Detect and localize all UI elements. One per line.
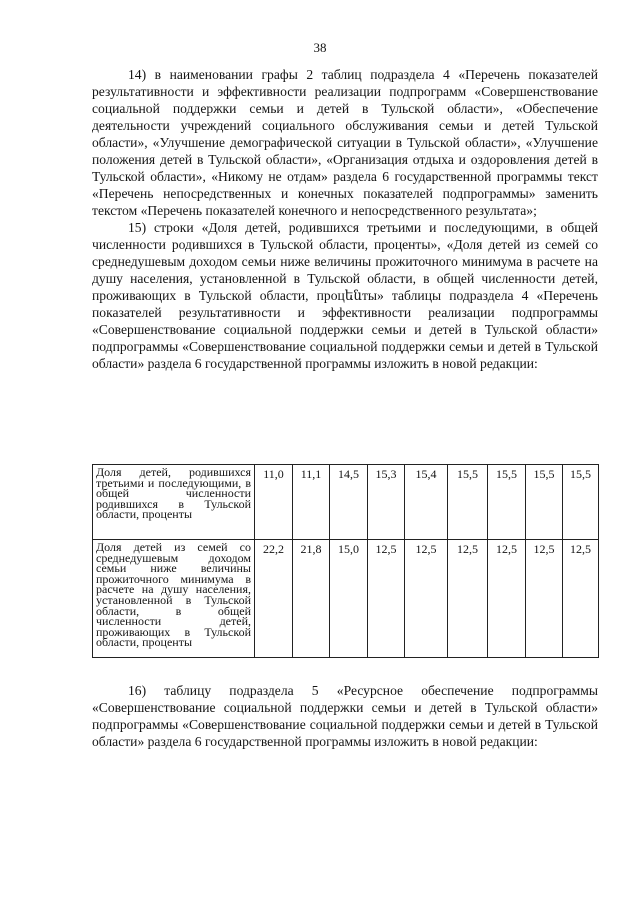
table-cell: 12,5 <box>563 540 599 658</box>
table-cell: 12,5 <box>368 540 405 658</box>
row-label: Доля детей, родившихся третьими и последующими, в общей численности родившихся в Тульской области, проценты <box>93 465 255 540</box>
table-cell: 22,2 <box>255 540 293 658</box>
body-text-after-table <box>92 682 598 750</box>
indicators-table <box>92 464 599 658</box>
table-cell: 15,5 <box>488 465 526 540</box>
table-cell: 12,5 <box>526 540 563 658</box>
table-row <box>93 540 599 658</box>
table-cell: 12,5 <box>448 540 488 658</box>
row-label: Доля детей из семей со среднедушевым доходом семьи ниже величины прожиточного минимума в расчете на душу населения, установленной в Тульской области, в общей численности детей, проживающих в Тульской области, проценты <box>93 540 255 658</box>
paragraph-16: 16) таблицу подраздела 5 «Ресурсное обеспечение подпрограммы «Совершенствование социальной поддержки семьи и детей в Тульской области» подпрограммы «Совершенствование социальной поддержки семьи и детей в Тульской области» раздела 6 государственной программы изложить в новой редакции: <box>92 683 598 749</box>
paragraph-15: 15) строки «Доля детей, родившихся третьими и последующими, в общей численности родившихся в Тульской области, проценты», «Доля детей из семей со среднедушевым доходом семьи ниже величины прожиточного минимума в расчете на душу населения, установленной в Тульской области, в общей численности детей, проживающих в Тульской области, процենты» таблицы подраздела 4 «Перечень показателей результативности и эффективности реализации подпрограммы «Совершенствование социальной поддержки семьи и детей в Тульской области» подпрограммы «Совершенствование социальной поддержки семьи и детей в Тульской области» раздела 6 государственной программы изложить в новой редакции: <box>92 220 598 371</box>
table-cell: 15,5 <box>448 465 488 540</box>
body-text <box>92 66 598 372</box>
table-cell: 11,1 <box>293 465 330 540</box>
table-cell: 11,0 <box>255 465 293 540</box>
table-cell: 15,5 <box>563 465 599 540</box>
table-cell: 21,8 <box>293 540 330 658</box>
table-row <box>93 465 599 540</box>
table-cell: 15,5 <box>526 465 563 540</box>
table-cell: 15,3 <box>368 465 405 540</box>
paragraph-14: 14) в наименовании графы 2 таблиц подраздела 4 «Перечень показателей результативности и эффективности реализации подпрограмм «Совершенствование социальной поддержки семьи и детей в Тульской области», «Обеспечение деятельности учреждений социального обслуживания семьи и детей Тульской области», «Улучшение демографической ситуации в Тульской области», «Улучшение положения детей в Тульской области», «Организация отдыха и оздоровления детей в Тульской области», «Никому не отдам» раздела 6 государственной программы текст «Перечень непосредственных и конечных показателей подпрограммы» заменить текстом «Перечень показателей конечного и непосредственного результата»; <box>92 67 598 218</box>
table-cell: 15,0 <box>330 540 368 658</box>
table-cell: 12,5 <box>488 540 526 658</box>
table-cell: 14,5 <box>330 465 368 540</box>
page-number: 38 <box>313 40 327 55</box>
table-cell: 12,5 <box>405 540 448 658</box>
table-cell: 15,4 <box>405 465 448 540</box>
